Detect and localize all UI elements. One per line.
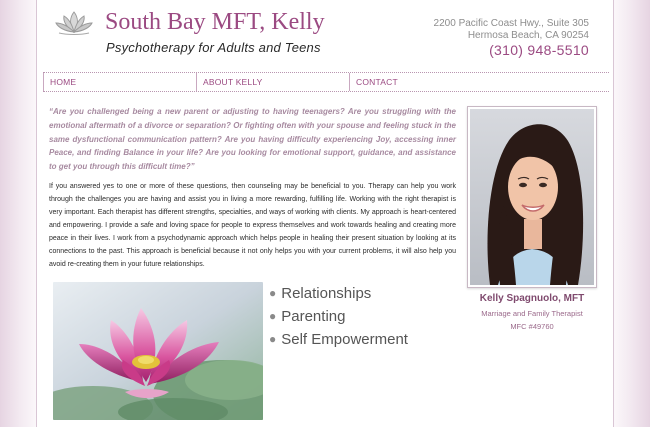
service-label: Relationships [281, 285, 372, 302]
service-label: Self Empowerment [281, 331, 408, 348]
services-list [269, 282, 408, 351]
tagline: Psychotherapy for Adults and Teens [106, 40, 321, 55]
nav-contact[interactable]: CONTACT [349, 73, 502, 91]
address-line-1: 2200 Pacific Coast Hwy., Suite 305 [433, 18, 589, 29]
therapist-photo [467, 106, 597, 288]
therapist-title: Marriage and Family Therapist [481, 309, 583, 318]
page [36, 0, 614, 427]
main-nav [43, 72, 609, 92]
header [37, 0, 615, 72]
address-line-2: Hermosa Beach, CA 90254 [467, 30, 589, 41]
bullet-icon: ● [269, 286, 277, 300]
lotus-flower-image [53, 282, 263, 420]
phone-number[interactable]: (310) 948-5510 [489, 42, 589, 58]
lotus-icon[interactable] [53, 10, 95, 36]
license-number: MFC #49760 [510, 322, 554, 331]
therapist-name: Kelly Spagnuolo, MFT [479, 293, 585, 304]
intro-quote: “Are you challenged being a new parent or adjusting to having teenagers? Are you struggling with the emotional aftermath of a divorce or separation? Or fighting often with your spouse and feeling stuck in the same dysfunctional communication pattern? Are you having difficulty experiencing Joy, accessing inner Peace, and finding Balance in your life? Are you looking for emotional support, guidance, and assistance to get you through this difficult time?” [49, 107, 456, 172]
bullet-icon: ● [269, 332, 277, 346]
address [434, 18, 589, 42]
service-label: Parenting [281, 308, 346, 325]
nav-about-kelly[interactable]: ABOUT KELLY [196, 73, 349, 91]
list-item [269, 305, 408, 328]
portrait-image [470, 109, 594, 285]
body-text: If you answered yes to one or more of these questions, then counseling may be beneficial to you. Therapy can help you work through the challenges you are having and assist you in living a more rewarding, fulfilling life. Working with the right therapist is very important. Each therapist has different strengths, specialties, and ways of working with clients. My approach is heart-centered and empowering. I provide a safe and loving space for people to express themselves and work towards healing and creating more peace in their lives. I work from a psychodynamic approach which helps people in healing their present situation by looking at its connections to the past. This approach is beneficial because it not only helps you with your current problems, it will also help you avoid re-creating them in your future relationships. [49, 183, 456, 268]
list-item [269, 328, 408, 351]
site-title[interactable]: South Bay MFT, Kelly [105, 9, 325, 35]
nav-home[interactable]: HOME [43, 73, 196, 91]
list-item [269, 282, 408, 305]
bullet-icon: ● [269, 309, 277, 323]
